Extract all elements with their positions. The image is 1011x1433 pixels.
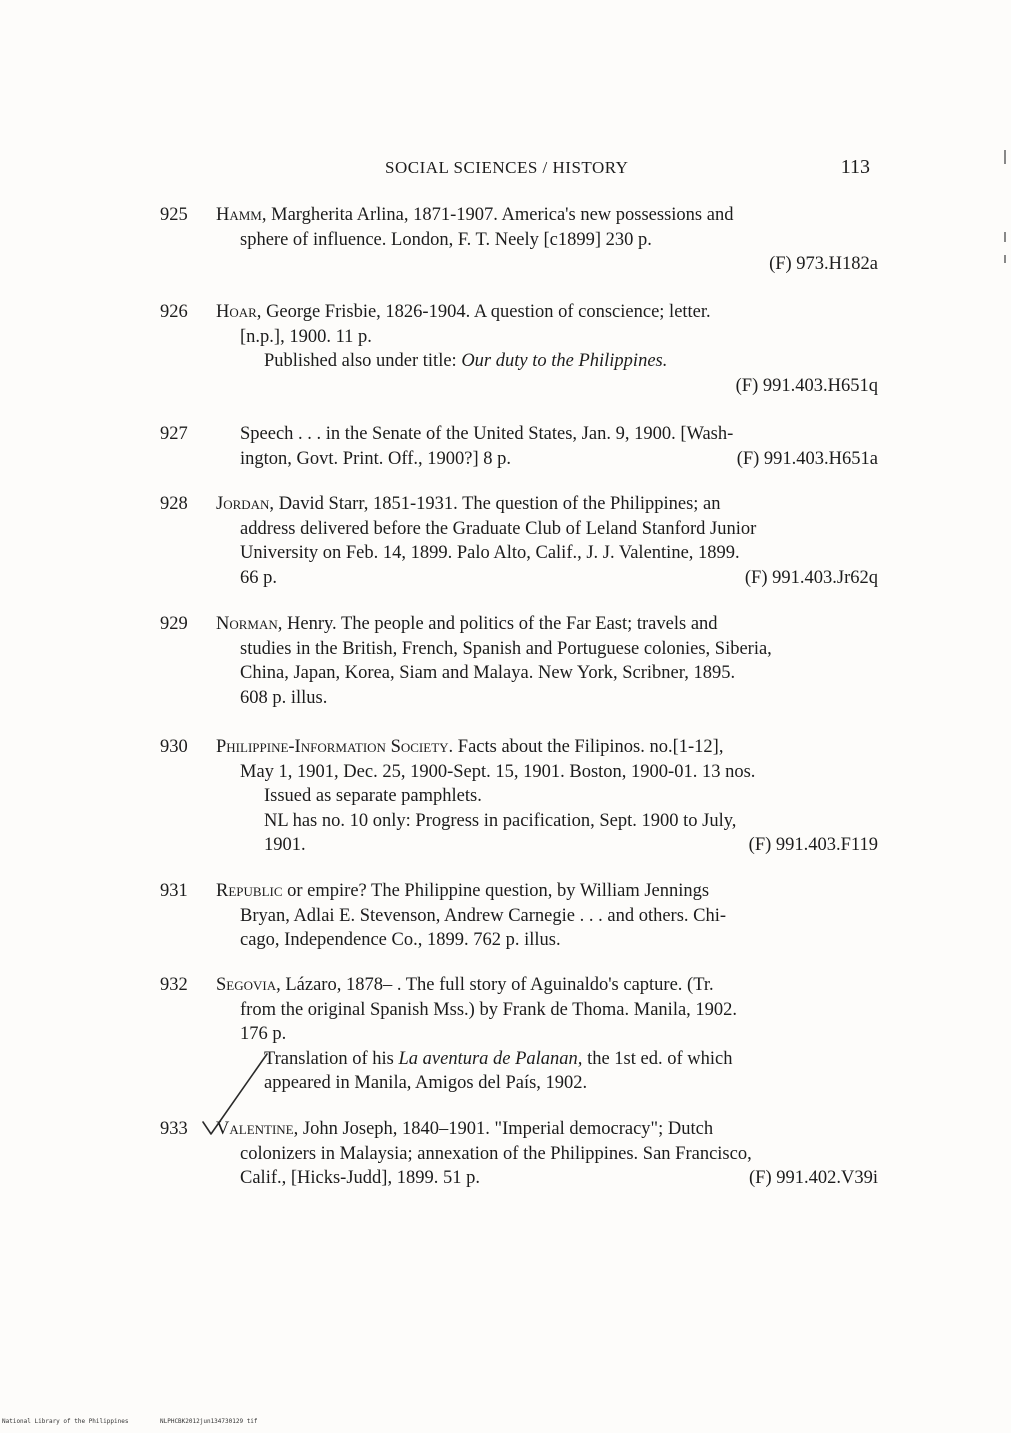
entry-author: Philippine-Information Society. <box>216 737 454 757</box>
note-title: Our duty to the Philippines. <box>461 351 668 371</box>
scan-footer-source: National Library of the Philippines <box>2 1418 129 1425</box>
entry-number: 930 <box>160 737 188 757</box>
entry-number: 925 <box>160 205 188 225</box>
entry-number: 933 <box>160 1119 188 1139</box>
bibliography-entry-929 <box>160 612 878 710</box>
entry-text: Lázaro, 1878– . The full story of Aguinaldo's capture. (Tr. <box>280 975 714 995</box>
call-number: (F) 991.403.Jr62q <box>744 567 878 588</box>
note-prefix: Translation of his <box>264 1048 399 1069</box>
entry-author: Valentine, <box>216 1119 299 1139</box>
entry-text: Bryan, Adlai E. Stevenson, Andrew Carnegie . . . and others. Chi- <box>240 905 727 926</box>
bibliography-entry-931 <box>160 879 878 953</box>
entry-note: NL has no. 10 only: Progress in pacification, Sept. 1900 to July, <box>264 810 737 831</box>
entry-text: John Joseph, 1840–1901. "Imperial democracy"; Dutch <box>298 1119 714 1139</box>
entry-author: Republic <box>216 881 283 901</box>
entry-text: colonizers in Malaysia; annexation of the Philippines. San Francisco, <box>240 1143 752 1164</box>
call-number: (F) 991.403.F119 <box>748 835 878 855</box>
call-number: (F) 991.403.H651q <box>735 375 878 396</box>
entry-number: 929 <box>160 614 188 634</box>
entry-text: George Frisbie, 1826-1904. A question of conscience; letter. <box>261 302 711 322</box>
entry-note <box>216 349 878 374</box>
entry-text: Facts about the Filipinos. no.[1-12], <box>453 737 724 757</box>
entry-text: Henry. The people and politics of the Far East; travels and <box>282 614 718 634</box>
entry-number: 927 <box>160 424 188 444</box>
entry-text: cago, Independence Co., 1899. 762 p. illus. <box>240 930 561 950</box>
page-number: 113 <box>840 156 870 178</box>
running-title: SOCIAL SCIENCES / HISTORY <box>385 158 629 177</box>
entry-text: [n.p.], 1900. 11 p. <box>240 326 372 347</box>
bibliography-entry-925 <box>160 203 878 277</box>
bibliography-entry-927 <box>160 422 878 471</box>
entry-text: studies in the British, French, Spanish and Portuguese colonies, Siberia, <box>240 638 772 659</box>
entry-text: ington, Govt. Print. Off., 1900?] 8 p. <box>240 448 511 469</box>
entry-text: Speech . . . in the Senate of the United States, Jan. 9, 1900. [Wash- <box>240 424 734 444</box>
note-title: La aventura de Palanan, <box>398 1048 583 1069</box>
entry-number: 926 <box>160 302 188 322</box>
entry-author: Segovia, <box>216 975 281 995</box>
note-prefix: Published also under title: <box>264 351 462 371</box>
note-suffix: the 1st ed. of which <box>582 1048 733 1069</box>
bibliography-entry-930 <box>160 735 878 858</box>
entry-text: 176 p. <box>240 1024 287 1044</box>
scan-mark <box>1004 150 1006 164</box>
call-number: (F) 991.402.V39i <box>749 1168 878 1188</box>
entry-author: Jordan, <box>216 494 275 514</box>
entry-note: 1901. <box>264 835 306 855</box>
entry-author: Norman, <box>216 614 283 634</box>
scan-footer-file: NLPHCBK2012jun134730129 tif <box>160 1418 258 1425</box>
handwritten-checkmark-icon <box>193 1050 273 1140</box>
bibliography-entry-928 <box>160 492 878 590</box>
call-number: (F) 973.H182a <box>769 254 878 274</box>
entry-number: 932 <box>160 975 188 995</box>
entry-text: 608 p. illus. <box>240 687 328 708</box>
entry-text: David Starr, 1851-1931. The question of the Philippines; an <box>274 494 721 514</box>
entry-text: or empire? The Philippine question, by William Jennings <box>282 881 710 901</box>
entry-text: Calif., [Hicks-Judd], 1899. 51 p. <box>240 1168 480 1188</box>
entry-text: University on Feb. 14, 1899. Palo Alto, Calif., J. J. Valentine, 1899. <box>240 543 740 563</box>
entry-text: China, Japan, Korea, Siam and Malaya. New York, Scribner, 1895. <box>240 663 736 683</box>
entry-text: from the original Spanish Mss.) by Frank de Thoma. Manila, 1902. <box>240 999 738 1020</box>
call-number: (F) 991.403.H651a <box>736 448 878 469</box>
entry-text: sphere of influence. London, F. T. Neely [c1899] 230 p. <box>240 229 652 250</box>
scan-mark <box>1004 255 1006 263</box>
entry-author: Hamm, <box>216 205 267 225</box>
entry-note: Issued as separate pamphlets. <box>264 786 482 806</box>
entry-text: May 1, 1901, Dec. 25, 1900-Sept. 15, 1901. Boston, 1900-01. 13 nos. <box>240 761 756 782</box>
running-head <box>160 156 870 182</box>
entry-author: Hoar, <box>216 302 262 322</box>
entry-text: 66 p. <box>240 567 277 588</box>
entry-number: 928 <box>160 494 188 514</box>
bibliography-entry-926 <box>160 300 878 398</box>
entry-note <box>216 1047 878 1072</box>
entry-number: 931 <box>160 881 188 901</box>
entry-text: Margherita Arlina, 1871-1907. America's new possessions and <box>266 205 734 225</box>
entry-text: address delivered before the Graduate Club of Leland Stanford Junior <box>240 518 757 539</box>
entry-note: appeared in Manila, Amigos del País, 1902. <box>264 1073 588 1093</box>
scan-mark <box>1004 232 1006 242</box>
